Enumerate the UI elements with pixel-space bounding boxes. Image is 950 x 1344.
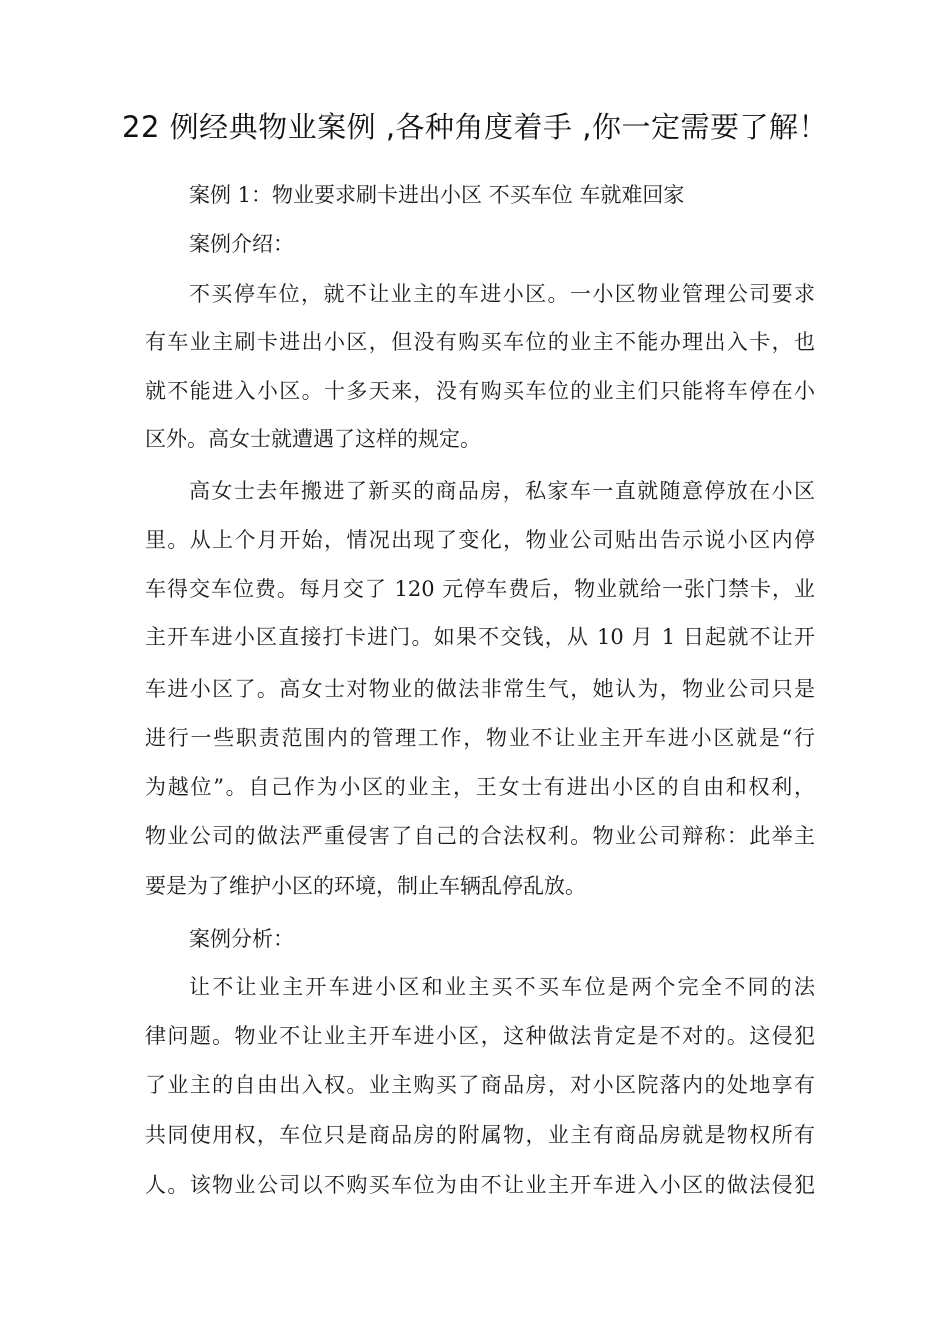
paragraph-line: 要是为了维护小区的环境，制止车辆乱停乱放。 [145, 874, 586, 898]
case-heading: 案例 1：物业要求刷卡进出小区 不买车位 车就难回家 [189, 183, 685, 207]
paragraph-line: 让不让业主开车进小区和业主买不买车位是两个完全不同的法 [189, 975, 815, 999]
document-title: 22 例经典物业案例 ,各种角度着手 ,你一定需要了解！ [122, 110, 828, 144]
paragraph-line: 里。从上个月开始，情况出现了变化，物业公司贴出告示说小区内停 [145, 528, 815, 552]
paragraph-line: 律问题。物业不让业主开车进小区，这种做法肯定是不对的。这侵犯 [145, 1024, 815, 1048]
paragraph-line: 为越位”。自己作为小区的业主，王女士有进出小区的自由和权利， [145, 775, 815, 799]
paragraph-line: 物业公司的做法严重侵害了自己的合法权利。物业公司辩称：此举主 [145, 824, 815, 848]
paragraph-line: 有车业主刷卡进出小区，但没有购买车位的业主不能办理出入卡，也 [145, 330, 815, 354]
paragraph-line: 人。该物业公司以不购买车位为由不让业主开车进入小区的做法侵犯 [145, 1173, 815, 1197]
intro-heading: 案例介绍： [189, 232, 294, 256]
paragraph-line: 共同使用权，车位只是商品房的附属物，业主有商品房就是物权所有 [145, 1123, 815, 1147]
paragraph-line: 进行一些职责范围内的管理工作，物业不让业主开车进小区就是“行 [145, 726, 815, 750]
paragraph-line: 不买停车位，就不让业主的车进小区。一小区物业管理公司要求 [189, 282, 815, 306]
paragraph-line: 主开车进小区直接打卡进门。如果不交钱，从 10 月 1 日起就不让开 [145, 625, 815, 649]
paragraph-line: 车得交车位费。每月交了 120 元停车费后，物业就给一张门禁卡，业 [145, 577, 815, 601]
paragraph-line: 区外。高女士就遭遇了这样的规定。 [145, 427, 481, 451]
paragraph-line: 车进小区了。高女士对物业的做法非常生气，她认为，物业公司只是 [145, 677, 815, 701]
paragraph-line: 高女士去年搬进了新买的商品房，私家车一直就随意停放在小区 [189, 479, 815, 503]
paragraph-line: 就不能进入小区。十多天来，没有购买车位的业主们只能将车停在小 [145, 379, 815, 403]
analysis-heading: 案例分析： [189, 927, 294, 951]
paragraph-line: 了业主的自由出入权。业主购买了商品房，对小区院落内的处地享有 [145, 1073, 815, 1097]
document-body [145, 0, 815, 1344]
